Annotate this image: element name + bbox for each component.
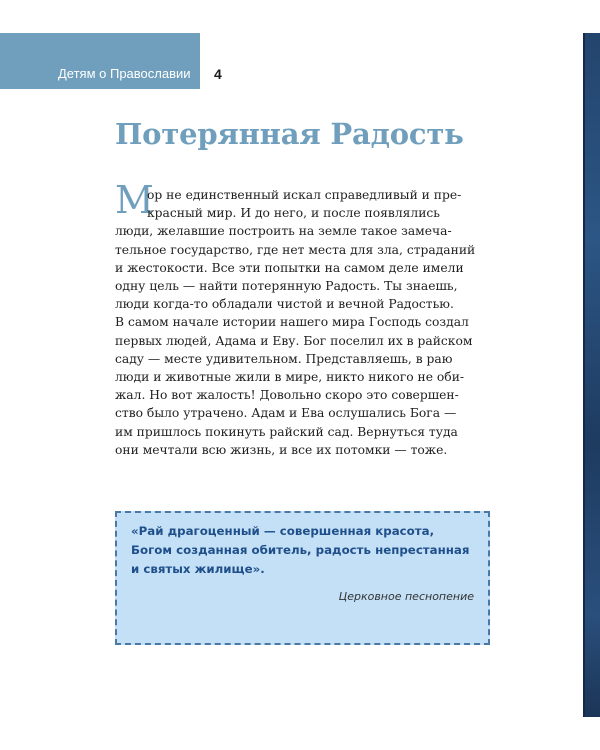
body-line: ство было утрачено. Адам и Ева ослушались Бога — [115, 406, 457, 421]
body-line: одну цель — найти потерянную Радость. Ты знаешь, [115, 279, 458, 294]
body-line: люди, желавшие построить на земле такое замеча- [115, 224, 452, 239]
quote-line: «Рай драгоценный — совершенная красота, [131, 524, 435, 538]
quote-line: и святых жилище». [131, 562, 265, 576]
body-line: первых людей, Адама и Еву. Бог поселил их в райском [115, 333, 473, 348]
body-line: им пришлось покинуть райский сад. Вернуться туда [115, 424, 458, 439]
drop-cap: М [115, 178, 154, 222]
side-illustration-strip [583, 33, 600, 717]
quote-line: Богом созданная обитель, радость непрестанная [131, 543, 470, 557]
body-line: люди когда-то обладали чистой и вечной Радостью. [115, 297, 454, 312]
body-line: красный мир. И до него, и после появлялись [147, 206, 440, 221]
body-line: саду — месте удивительном. Представляешь, в раю [115, 351, 453, 366]
body-line: они мечтали всю жизнь, и все их потомки — тоже. [115, 442, 448, 457]
body-line: люди и животные жили в мире, никто никого не оби- [115, 370, 465, 385]
quote-source: Церковное песнопение [338, 590, 474, 603]
body-line: ор не единственный искал справедливый и пре- [147, 188, 462, 202]
article-body [115, 186, 503, 459]
article-title: Потерянная Радость [115, 117, 464, 151]
quote-text [131, 522, 469, 579]
quote-box [115, 511, 490, 645]
section-title: Детям о Православии [58, 66, 191, 81]
body-line: и жестокости. Все эти попытки на самом деле имели [115, 260, 464, 275]
body-line: жал. Но вот жалость! Довольно скоро это совершен- [115, 388, 459, 403]
body-line: тельное государство, где нет места для зла, страданий [115, 242, 476, 257]
page-number: 4 [214, 66, 222, 82]
body-line: В самом начале истории нашего мира Господь создал [115, 315, 469, 330]
